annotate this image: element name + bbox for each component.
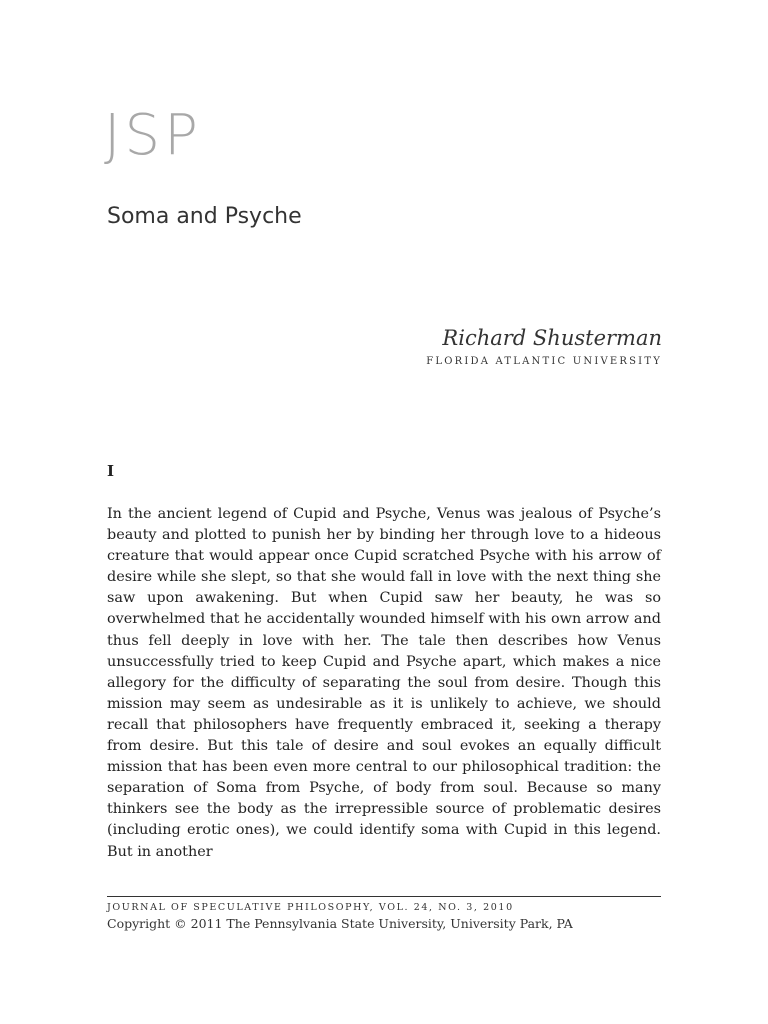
journal-logo: JSP <box>104 103 202 168</box>
article-title: Soma and Psyche <box>107 204 302 229</box>
author-affiliation: FLORIDA ATLANTIC UNIVERSITY <box>426 356 662 368</box>
footer-divider <box>107 896 661 897</box>
author-name: Richard Shusterman <box>442 326 662 350</box>
footer-journal-citation: JOURNAL OF SPECULATIVE PHILOSOPHY, VOL. 24, NO. 3, 2010 <box>107 902 514 913</box>
section-number: I <box>107 462 115 480</box>
body-paragraph: In the ancient legend of Cupid and Psyche, Venus was jealous of Psyche’s beauty and plotted to punish her by binding her through love to a hideous creature that would appear once Cupid scratched Psyche with his arrow of desire while she slept, so that she would fall in love with the next thing she saw upon awakening. But when Cupid saw her beauty, he was so overwhelmed that he accidentally wounded himself with his own arrow and thus fell deeply in love with her. The tale then describes how Venus unsuccessfully tried to keep Cupid and Psyche apart, which makes a nice allegory for the difficulty of separating the soul from desire. Though this mission may seem as undesirable as it is unlikely to achieve, we should recall that philosophers have frequently embraced it, seeking a therapy from desire. But this tale of desire and soul evokes an equally difficult mission that has been even more central to our philosophical tradition: the separation of Soma from Psyche, of body from soul. Because so many thinkers see the body as the irrepressible source of problematic desires (including erotic ones), we could identify soma with Cupid in this legend. But in another <box>107 506 661 860</box>
author-block <box>426 326 662 367</box>
footer-copyright: Copyright © 2011 The Pennsylvania State University, University Park, PA <box>107 916 573 931</box>
